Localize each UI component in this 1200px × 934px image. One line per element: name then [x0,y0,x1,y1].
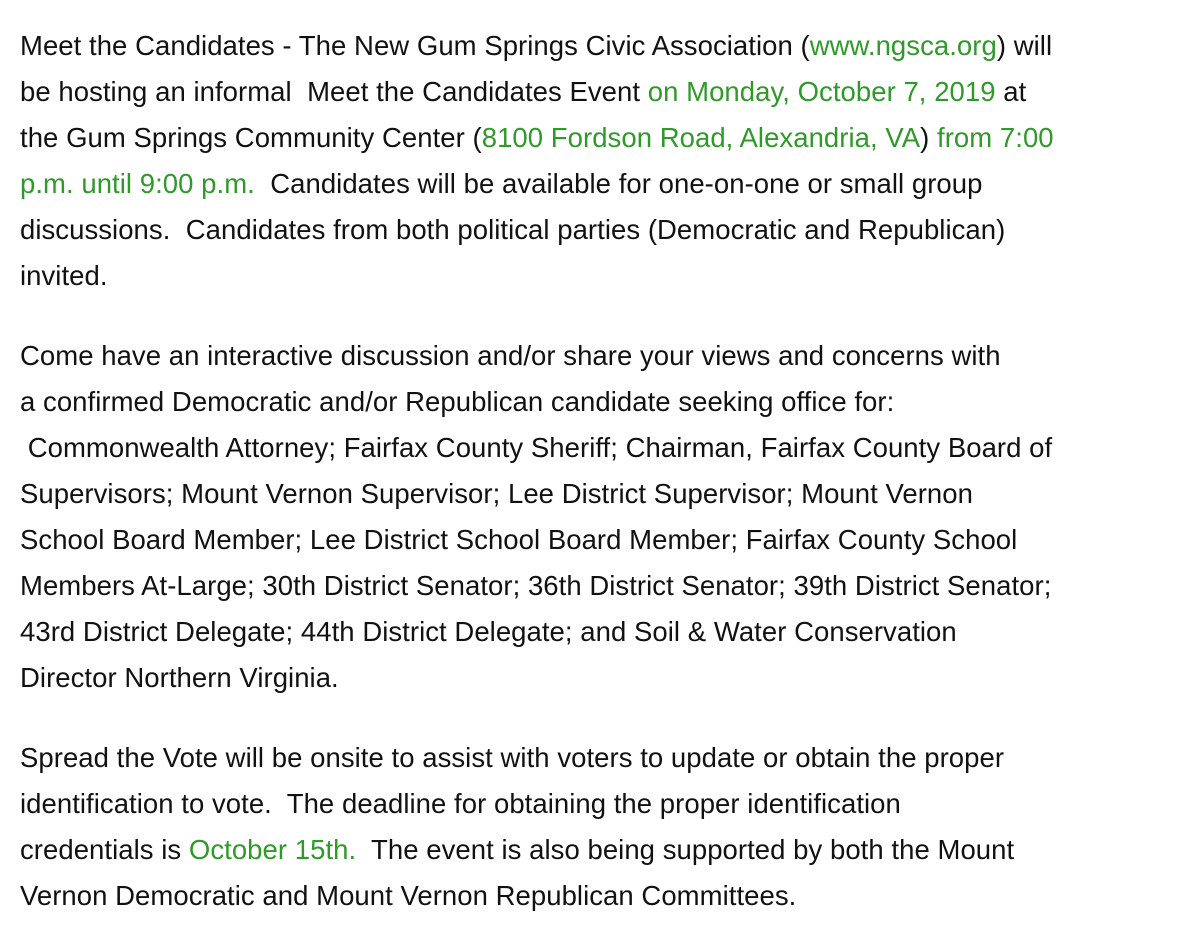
text-segment: ) will [996,30,1053,61]
highlighted-text: October 15th. [188,834,357,865]
text-line [20,425,1190,471]
article-body [20,23,1190,919]
text-line [20,161,1190,207]
text-line [20,23,1190,69]
text-line [20,115,1190,161]
text-line [20,379,1190,425]
text-line [20,827,1190,873]
text-line [20,873,1190,919]
text-segment: School Board Member; Lee District School Board Member; Fairfax County School [20,524,1018,555]
text-segment: invited. [20,260,108,291]
text-segment: Come have an interactive discussion and/or share your views and concerns with [20,340,1001,371]
highlighted-text: p.m. until 9:00 p.m. [20,168,255,199]
text-segment: Spread the Vote will be onsite to assist with voters to update or obtain the proper [20,742,1005,773]
text-segment: 43rd District Delegate; 44th District Delegate; and Soil & Water Conservation [20,616,957,647]
text-segment: the Gum Springs Community Center ( [20,122,482,153]
text-segment: discussions. Candidates from both political parties (Democratic and Republican) [20,214,1006,245]
paragraph-2 [20,333,1190,701]
text-line [20,69,1190,115]
website-link[interactable]: www.ngsca.org [809,30,997,61]
text-segment: The event is also being supported by both the Mount [356,834,1015,865]
text-segment: Meet the Candidates - The New Gum Springs Civic Association ( [20,30,810,61]
text-segment: Members At-Large; 30th District Senator; 36th District Senator; 39th District Senator; [20,570,1052,601]
text-line [20,563,1190,609]
text-segment: at [995,76,1027,107]
text-line [20,735,1190,781]
text-line [20,517,1190,563]
text-line [20,781,1190,827]
highlighted-text: on Monday, October 7, 2019 [647,76,996,107]
text-segment: be hosting an informal Meet the Candidates Event [20,76,648,107]
text-segment: Commonwealth Attorney; Fairfax County Sheriff; Chairman, Fairfax County Board of [20,432,1053,463]
text-segment: Director Northern Virginia. [20,662,339,693]
text-line [20,207,1190,253]
highlighted-text: from 7:00 [937,122,1054,153]
text-line [20,333,1190,379]
text-segment: Vernon Democratic and Mount Vernon Republican Committees. [20,880,797,911]
paragraph-3 [20,735,1190,919]
text-line [20,253,1190,299]
text-segment: credentials is [20,834,189,865]
text-segment: Supervisors; Mount Vernon Supervisor; Lee District Supervisor; Mount Vernon [20,478,973,509]
text-line [20,655,1190,701]
paragraph-1 [20,23,1190,299]
text-line [20,609,1190,655]
text-segment: a confirmed Democratic and/or Republican candidate seeking office for: [20,386,895,417]
text-segment: Candidates will be available for one-on-one or small group [254,168,983,199]
text-line [20,471,1190,517]
text-segment: ) [920,122,938,153]
text-segment: identification to vote. The deadline for obtaining the proper identification [20,788,901,819]
highlighted-text: 8100 Fordson Road, Alexandria, VA [481,122,921,153]
